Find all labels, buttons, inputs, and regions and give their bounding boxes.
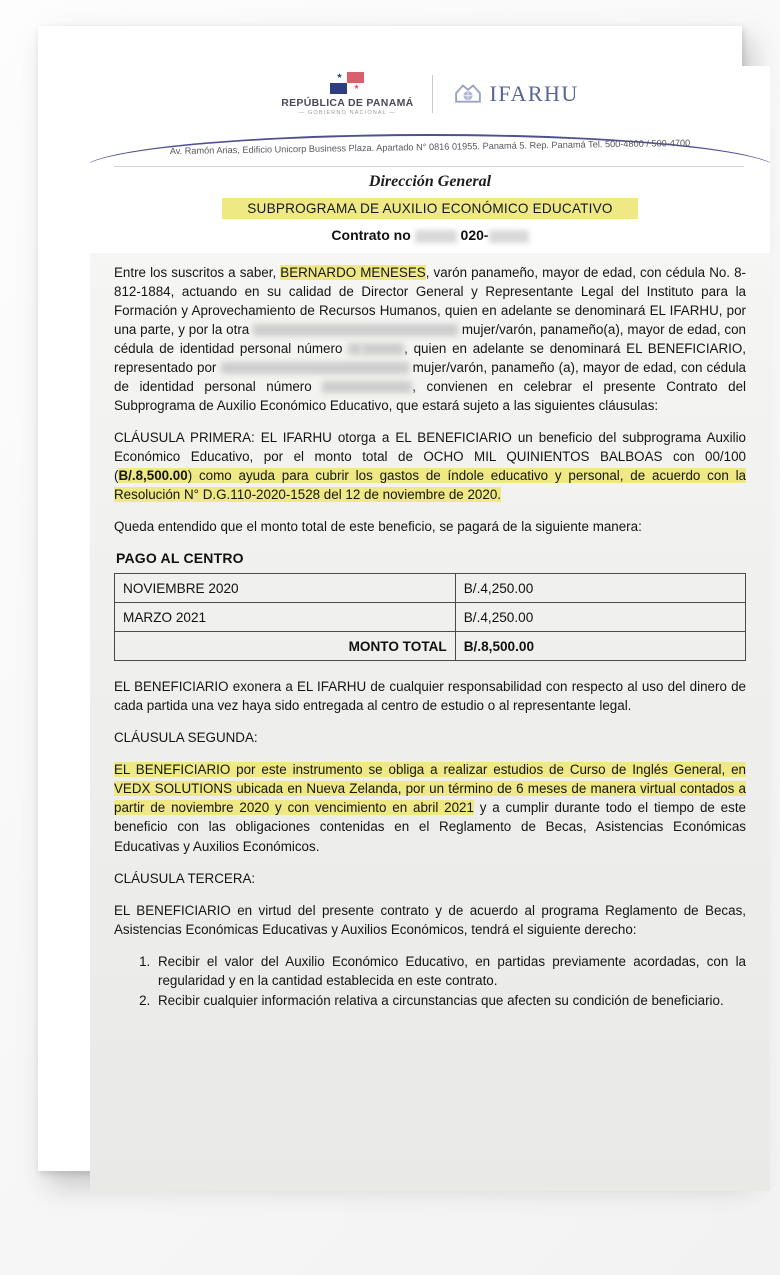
- clausula-segunda-label: CLÁUSULA SEGUNDA:: [114, 730, 258, 746]
- redacted-cedula-part2: [362, 343, 404, 355]
- direction-general-title: Dirección General: [90, 172, 770, 196]
- intro-text-d: , quien en adelante se denominará EL BENEFICIARIO, representado por: [114, 341, 747, 376]
- redacted-representative-name: [221, 362, 409, 374]
- clausula-tercera-label: CLÁUSULA TERCERA:: [114, 870, 256, 886]
- subprogram-title-wrap: [90, 196, 770, 219]
- payment-period: MARZO 2021: [115, 603, 456, 632]
- benefit-amount: B/.8,500.00: [118, 468, 188, 484]
- document-page: [90, 66, 770, 1191]
- clausula-primera-text-a: CLÁUSULA PRIMERA: EL IFARHU otorga a EL BENEFICIARIO un beneficio del subprograma Auxilio Económico Educativo, por el monto total de OCHO MIL QUINIENTOS BALBOAS con 00/100 (: [114, 430, 746, 484]
- government-line: — GOBIERNO NACIONAL —: [298, 109, 397, 116]
- payment-period: NOVIEMBRE 2020: [115, 574, 456, 603]
- payment-amount: B/.4,250.00: [455, 574, 745, 603]
- clausula-segunda-rest: y a cumplir durante todo el tiempo de este beneficio con las obligaciones contenidas en el Reglamento de Becas, Asistencias Económicas Educativas y Auxilios Económicos.: [114, 800, 746, 854]
- ifarhu-house-globe-icon: [451, 81, 485, 107]
- address-band: [90, 128, 770, 172]
- paragraph-clausula-tercera: EL BENEFICIARIO en virtud del presente contrato y de acuerdo al programa Reglamento de Becas, Asistencias Económicas Educativas y Auxilios Económicos, tendrá el siguiente derecho:: [114, 902, 746, 937]
- panama-flag-icon: ★ ★: [330, 72, 364, 94]
- intro-text-a: Entre los suscritos a saber,: [114, 265, 281, 280]
- address-underline: [114, 166, 744, 167]
- intro-text-c: mujer/varón, panameño(a), mayor de edad, con cédula de identidad personal número: [114, 322, 747, 357]
- intro-text-f: , convienen en celebrar el presente Contrato del Subprograma de Auxilio Económico Educativo, que estará sujeto a las siguientes cláusulas:: [114, 379, 746, 414]
- letterhead-divider: [432, 75, 433, 113]
- contract-number-line: [90, 219, 770, 253]
- redacted-contract-suffix: [489, 230, 529, 243]
- contract-label: Contrato no: [331, 227, 411, 243]
- intro-text-b: , varón panameño, mayor de edad, con cédula No. 8-812-1884, actuando en su calidad de Director General y Representante Legal del Instituto para la Formación y Aprovechamiento de Recursos Humanos, quien en adelante se denominará EL IFARHU, por una parte, y por la otra: [114, 265, 747, 338]
- ifarhu-logo-block: [451, 81, 579, 107]
- list-item: 2. Recibir cualquier información relativa a circunstancias que afecten su condición de beneficiario.: [154, 991, 746, 1010]
- ifarhu-wordmark: IFARHU: [489, 81, 579, 107]
- payment-table: [114, 573, 746, 661]
- subprogram-title: SUBPROGRAMA DE AUXILIO ECONÓMICO EDUCATIVO: [222, 198, 638, 219]
- payment-total-label: MONTO TOTAL: [115, 632, 456, 661]
- letterhead: [90, 66, 770, 128]
- panama-emblem-block: [281, 72, 413, 116]
- redacted-beneficiary-name: [253, 324, 458, 336]
- payment-amount: B/.4,250.00: [455, 603, 745, 632]
- document-body: [90, 253, 770, 1010]
- rights-list: [114, 952, 746, 1010]
- clausula-primera-text-b: ) como ayuda para cubrir los gastos de índole educativo y personal, de acuerdo con la Resolución N° D.G.110-2020-1528 del 12 de noviembre de 2020.: [114, 468, 746, 503]
- paragraph-payment-intro: Queda entendido que el monto total de este beneficio, se pagará de la siguiente manera:: [114, 519, 642, 535]
- intro-text-e: mujer/varón, panameño (a), mayor de edad, con cédula de identidad personal número: [114, 360, 746, 395]
- paragraph-clausula-segunda: [114, 760, 746, 855]
- paragraph-clausula-primera: [114, 428, 746, 504]
- redacted-representative-cedula: [322, 381, 412, 393]
- payment-total-amount: B/.8,500.00: [455, 632, 745, 661]
- redacted-contract-prefix: [415, 230, 457, 243]
- table-row-total: [115, 632, 746, 661]
- table-row: [115, 603, 746, 632]
- republic-name: REPÚBLICA DE PANAMÁ: [281, 97, 414, 109]
- address-line: Av. Ramón Arias, Edificio Unicorp Business Plaza. Apartado N° 0816 01955. Panamá 5. Rep. Panamá Tel. 500-4800 / 500-4700: [169, 137, 691, 157]
- list-item: 1. Recibir el valor del Auxilio Económico Educativo, en partidas previamente acordadas, con la regularidad y en la cantidad establecida en este contrato.: [154, 952, 746, 990]
- table-row: [115, 574, 746, 603]
- payment-table-title: PAGO AL CENTRO: [116, 550, 244, 567]
- contract-middle: 020-: [460, 227, 489, 243]
- document-paper-outer: [38, 26, 747, 1171]
- paragraph-exoneration: EL BENEFICIARIO exonera a EL IFARHU de cualquier responsabilidad con respecto al uso del dinero de cada partida una vez haya sido entregada al centro de estudio o al representante legal.: [114, 679, 746, 714]
- clausula-segunda-highlighted: EL BENEFICIARIO por este instrumento se obliga a realizar estudios de Curso de Inglés General, en VEDX SOLUTIONS ubicada en Nueva Zelanda, por un término de 6 meses de manera virtual contados a partir de noviembre 2020 y con vencimiento en abril 2021: [114, 762, 746, 816]
- paragraph-intro: [114, 263, 746, 415]
- highlighted-director-name: BERNARDO MENESES: [280, 265, 426, 280]
- redacted-cedula-part1: [348, 343, 362, 355]
